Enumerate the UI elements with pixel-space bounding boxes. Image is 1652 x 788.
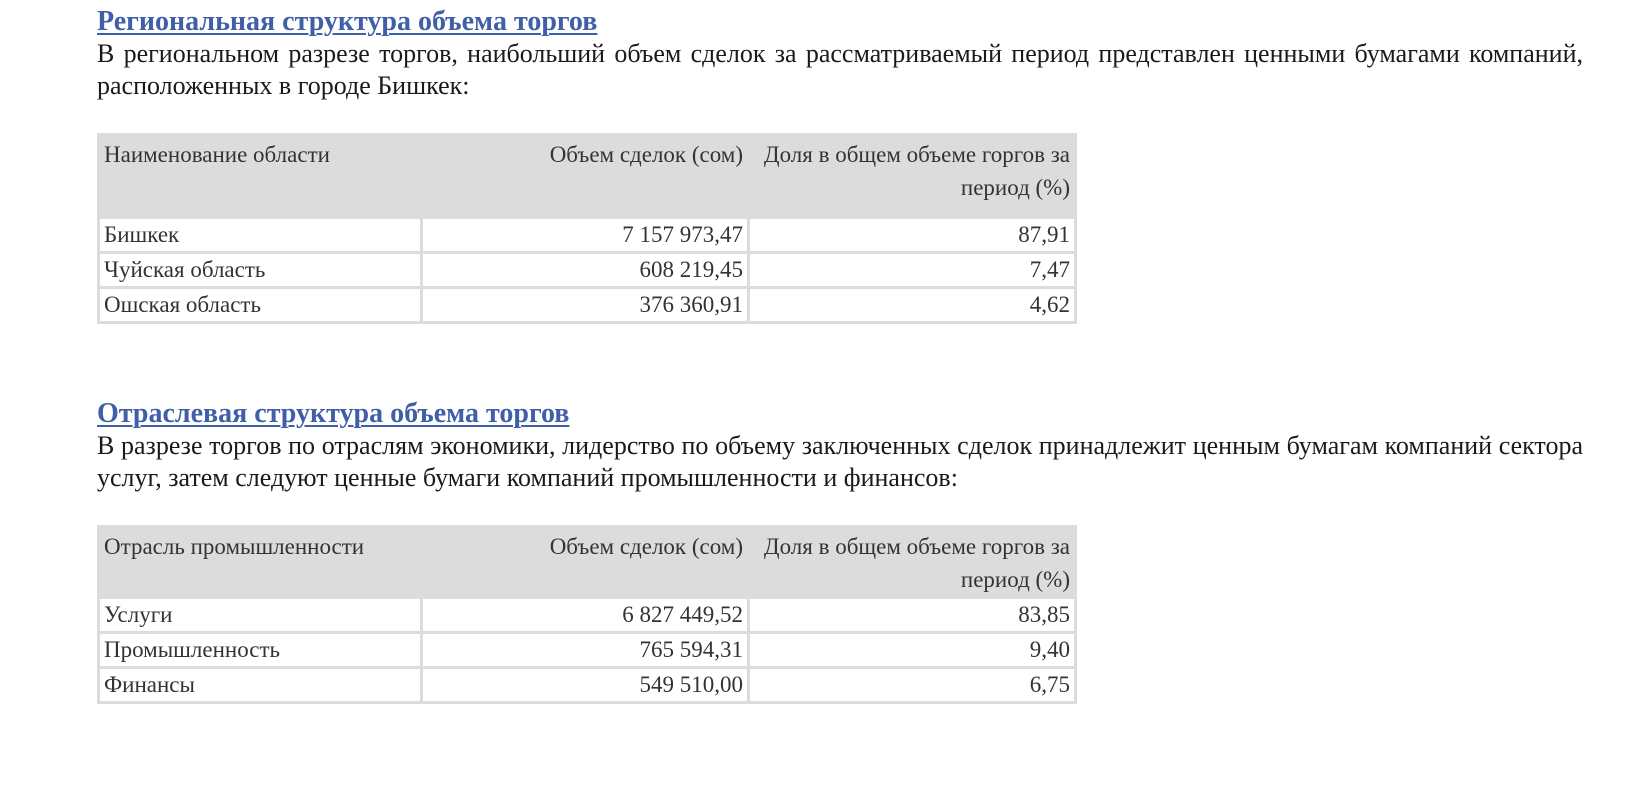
sectoral-table [97, 525, 1077, 704]
region-name: Бишкек [100, 219, 420, 251]
region-name: Ошская область [100, 289, 420, 321]
industry-name: Промышленность [100, 634, 420, 666]
column-header-volume: Объем сделок (сом) [423, 136, 747, 216]
industry-volume: 6 827 449,52 [423, 599, 747, 631]
regional-section [97, 6, 1583, 102]
sectoral-paragraph: В разрезе торгов по отраслям экономики, лидерство по объему заключенных сделок принадлежит ценным бумагам компаний сектора услуг, затем следуют ценные бумаги компаний промышленности и финансов: [97, 431, 1583, 492]
region-share: 7,47 [750, 254, 1074, 286]
column-header-volume: Объем сделок (сом) [423, 528, 747, 596]
column-header-share: Доля в общем объеме горгов за период (%) [750, 136, 1074, 216]
industry-name: Услуги [100, 599, 420, 631]
region-share: 87,91 [750, 219, 1074, 251]
region-volume: 7 157 973,47 [423, 219, 747, 251]
table-header-row [100, 528, 1074, 596]
table-header-row [100, 136, 1074, 216]
table-row [100, 634, 1074, 666]
industry-volume: 549 510,00 [423, 669, 747, 701]
industry-share: 9,40 [750, 634, 1074, 666]
regional-table [97, 133, 1077, 324]
sectoral-heading: Отраслевая структура объема торгов [97, 398, 570, 429]
regional-paragraph: В региональном разрезе торгов, наибольший объем сделок за рассматриваемый период представлен ценными бумагами компаний, расположенных в городе Бишкек: [97, 39, 1583, 100]
table-row [100, 599, 1074, 631]
region-name: Чуйская область [100, 254, 420, 286]
industry-share: 6,75 [750, 669, 1074, 701]
table-row [100, 669, 1074, 701]
column-header-industry: Отрасль промышленности [100, 528, 420, 596]
region-volume: 376 360,91 [423, 289, 747, 321]
table-row [100, 289, 1074, 321]
sectoral-section [97, 398, 1583, 494]
table-row [100, 219, 1074, 251]
industry-volume: 765 594,31 [423, 634, 747, 666]
column-header-region: Наименование области [100, 136, 420, 216]
region-volume: 608 219,45 [423, 254, 747, 286]
regional-heading: Региональная структура объема торгов [97, 6, 598, 37]
industry-share: 83,85 [750, 599, 1074, 631]
region-share: 4,62 [750, 289, 1074, 321]
table-row [100, 254, 1074, 286]
column-header-share: Доля в общем объеме горгов за период (%) [750, 528, 1074, 596]
industry-name: Финансы [100, 669, 420, 701]
